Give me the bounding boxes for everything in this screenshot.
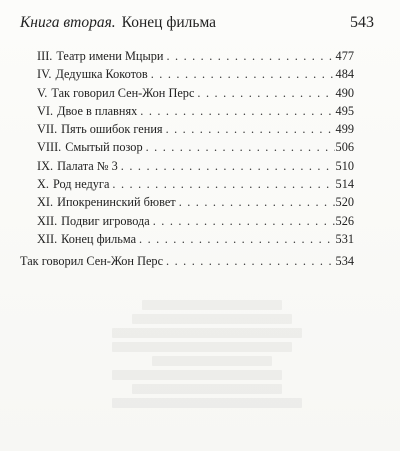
chapter-page: 484 — [335, 67, 354, 82]
dot-leader — [179, 193, 335, 211]
chapter-title: Двое в плавнях — [57, 103, 138, 118]
dot-leader — [166, 47, 334, 65]
chapter-page: 526 — [335, 213, 354, 228]
show-through-imprint — [112, 300, 312, 440]
toc-entry[interactable] — [37, 102, 354, 120]
chapter-number: VII. — [37, 122, 58, 137]
section-title: Конец фильма — [121, 14, 217, 31]
table-of-contents — [37, 47, 354, 248]
chapter-title: Подвиг игровода — [61, 213, 150, 228]
chapter-page: 490 — [335, 85, 354, 100]
dot-leader — [146, 138, 335, 156]
chapter-number: IX. — [37, 158, 54, 173]
dot-leader — [153, 212, 335, 230]
dot-leader — [166, 252, 335, 270]
toc-entry[interactable] — [37, 120, 354, 138]
final-entry-page: 534 — [335, 254, 354, 268]
final-entry-title: Так говорил Сен-Жон Перс — [20, 254, 164, 268]
dot-leader — [121, 157, 335, 175]
chapter-page: 499 — [335, 122, 354, 137]
chapter-number: III. — [37, 49, 53, 63]
chapter-number: XII. — [37, 231, 58, 246]
chapter-title: Ипокренинский бювет — [57, 195, 176, 210]
chapter-number: XI. — [37, 195, 54, 210]
chapter-title: Род недуга — [52, 177, 110, 192]
toc-entry[interactable] — [37, 212, 354, 230]
dot-leader — [140, 102, 334, 120]
toc-entry[interactable] — [37, 47, 354, 65]
dot-leader — [166, 120, 335, 138]
toc-entry[interactable] — [37, 193, 354, 211]
chapter-title: Театр имени Мцыри — [56, 49, 164, 63]
chapter-page: 495 — [335, 103, 354, 118]
toc-entry[interactable] — [37, 230, 354, 248]
dot-leader — [197, 84, 334, 102]
chapter-number: IV. — [37, 67, 52, 82]
toc-entry[interactable] — [37, 65, 354, 83]
dot-leader — [151, 65, 335, 83]
chapter-page: 510 — [335, 158, 354, 173]
toc-entry[interactable] — [37, 175, 354, 193]
toc-entry[interactable] — [37, 84, 354, 102]
dot-leader — [139, 230, 335, 248]
toc-entry[interactable] — [37, 157, 354, 175]
chapter-page: 514 — [335, 177, 354, 192]
chapter-number: VIII. — [37, 140, 62, 155]
chapter-number: X. — [37, 177, 49, 192]
chapter-page: 506 — [335, 140, 354, 155]
chapter-title: Дедушка Кокотов — [55, 67, 148, 82]
chapter-page: 477 — [335, 49, 354, 63]
dot-leader — [112, 175, 334, 193]
final-toc-entry[interactable] — [20, 252, 354, 270]
chapter-number: XII. — [37, 213, 58, 228]
page-number: 543 — [350, 14, 374, 31]
chapter-title: Конец фильма — [61, 231, 137, 246]
chapter-title: Так говорил Сен-Жон Перс — [51, 85, 195, 100]
toc-entry[interactable] — [37, 138, 354, 156]
book-part-title: Книга вторая. — [20, 14, 116, 31]
chapter-page: 520 — [335, 195, 354, 210]
chapter-title: Смытый позор — [65, 140, 143, 155]
running-header — [20, 14, 374, 36]
chapter-number: V. — [37, 85, 48, 100]
chapter-page: 531 — [335, 231, 354, 246]
chapter-title: Пять ошибок гения — [61, 122, 163, 137]
chapter-title: Палата № 3 — [57, 158, 118, 173]
chapter-number: VI. — [37, 103, 54, 118]
